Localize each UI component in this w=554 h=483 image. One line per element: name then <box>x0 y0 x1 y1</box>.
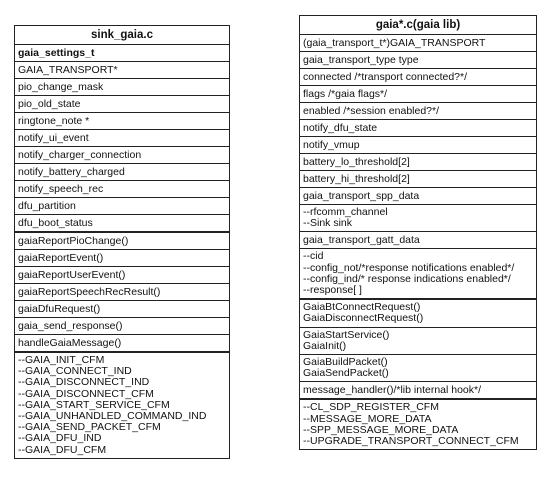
field-row: gaia_transport_type type <box>300 51 536 68</box>
field-row: battery_lo_threshold[2] <box>300 153 536 170</box>
field-row: (gaia_transport_t*)GAIA_TRANSPORT <box>303 37 486 49</box>
method-row: gaia_send_response() <box>15 317 229 334</box>
sink-gaia-methods <box>15 231 229 351</box>
field-row: dfu_boot_status <box>15 214 229 231</box>
method-row: gaiaReportPioChange() <box>18 235 129 247</box>
message-line: --SPP_MESSAGE_MORE_DATA <box>303 423 459 436</box>
field-row: gaia_transport_spp_data <box>300 187 536 204</box>
method-line: GaiaBtConnectRequest() <box>303 301 421 314</box>
gatt-data <box>300 231 536 248</box>
message-line: --GAIA_START_SERVICE_CFM <box>18 398 170 411</box>
gaia-lib-class-box <box>299 15 537 450</box>
field-row: notify_speech_rec <box>15 180 229 197</box>
method-line: GaiaSendPacket() <box>303 367 389 380</box>
gatt-data-members <box>300 248 536 298</box>
field-row: pio_old_state <box>15 95 229 112</box>
message-line: --GAIA_DISCONNECT_IND <box>18 376 150 389</box>
field-row: notify_dfu_state <box>300 119 536 136</box>
field-row: gaia_transport_gatt_data <box>303 234 420 247</box>
method-line: GaiaStartService() <box>303 328 390 341</box>
message-line: --CL_SDP_REGISTER_CFM <box>303 401 439 414</box>
field-row: gaia_settings_t <box>18 47 95 59</box>
method-line: GaiaBuildPacket() <box>303 356 388 369</box>
member-line: --cid <box>303 250 324 263</box>
method-line: message_handler()/*lib internal hook*/ <box>303 384 482 397</box>
method-group <box>300 354 536 381</box>
message-line: --UPGRADE_TRANSPORT_CONNECT_CFM <box>303 435 519 448</box>
member-line: --Sink sink <box>303 217 353 230</box>
field-row: enabled /*session enabled?*/ <box>300 102 536 119</box>
message-line: --MESSAGE_MORE_DATA <box>303 412 432 425</box>
method-row: gaiaReportUserEvent() <box>15 266 229 283</box>
gaia-lib-messages <box>300 398 536 449</box>
method-group <box>300 298 536 326</box>
message-line: --GAIA_INIT_CFM <box>18 354 105 366</box>
field-row: notify_ui_event <box>15 129 229 146</box>
field-row: connected /*transport connected?*/ <box>300 68 536 85</box>
field-row: notify_vmup <box>300 136 536 153</box>
gaia-lib-title: gaia*.c(gaia lib) <box>375 19 461 31</box>
sink-gaia-fields <box>15 44 229 231</box>
field-row: dfu_partition <box>15 197 229 214</box>
method-row: gaiaReportEvent() <box>15 249 229 266</box>
message-line: --GAIA_UNHANDLED_COMMAND_IND <box>18 410 207 423</box>
member-line: --config_ind/* response indications enabled*/ <box>303 272 511 285</box>
field-row: notify_battery_charged <box>15 163 229 180</box>
field-row: flags /*gaia flags*/ <box>300 85 536 102</box>
method-row: gaiaReportSpeechRecResult() <box>15 283 229 300</box>
gaia-lib-fields <box>300 34 536 204</box>
sink-gaia-title: sink_gaia.c <box>90 29 153 41</box>
method-row: handleGaiaMessage() <box>15 334 229 351</box>
field-row: ringtone_note * <box>15 112 229 129</box>
message-line: --GAIA_SEND_PACKET_CFM <box>18 421 161 434</box>
member-line: --config_not/*response notifications enabled*/ <box>303 261 515 274</box>
sink-gaia-messages <box>15 351 229 458</box>
method-row: gaiaDfuRequest() <box>15 300 229 317</box>
method-group <box>300 381 536 398</box>
field-row: GAIA_TRANSPORT* <box>15 61 229 78</box>
member-line: --response[ ] <box>303 284 362 297</box>
spp-data-members <box>300 204 536 231</box>
sink-gaia-class-box <box>14 25 230 459</box>
message-line: --GAIA_DFU_CFM <box>18 443 107 456</box>
field-row: pio_change_mask <box>15 78 229 95</box>
message-line: --GAIA_DISCONNECT_CFM <box>18 387 154 400</box>
field-row: battery_hi_threshold[2] <box>300 170 536 187</box>
message-line: --GAIA_DFU_IND <box>18 432 102 445</box>
field-row: notify_charger_connection <box>15 146 229 163</box>
method-line: GaiaDisconnectRequest() <box>303 312 424 325</box>
message-line: --GAIA_CONNECT_IND <box>18 365 132 378</box>
method-group <box>300 327 536 354</box>
member-line: --rfcomm_channel <box>303 206 388 218</box>
method-line: GaiaInit() <box>303 339 347 352</box>
